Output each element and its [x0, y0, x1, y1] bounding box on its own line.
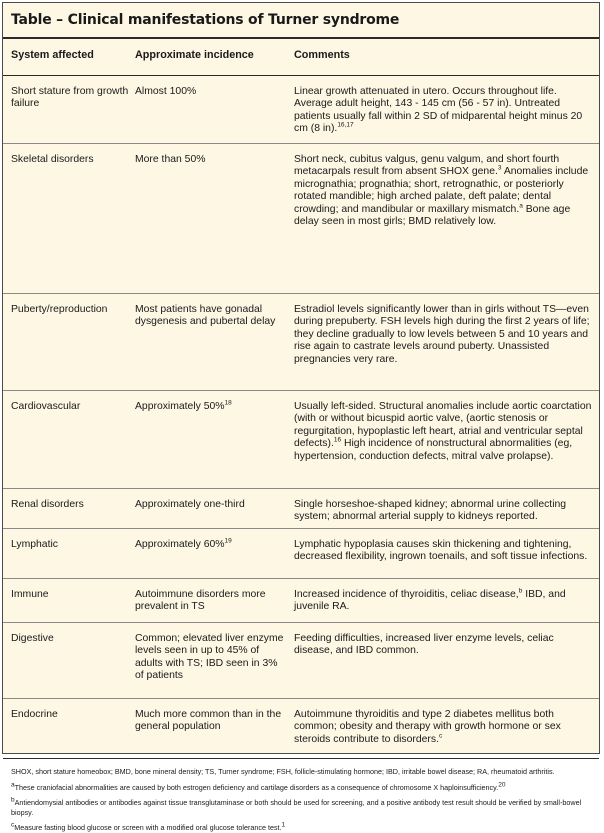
text-segment: Single horseshoe-shaped kidney; abnormal urine collecting system; abnormal arterial supply to kidneys reported. — [294, 499, 567, 523]
header-comments: Comments — [294, 39, 599, 76]
text-segment: Measure fasting blood glucose or screen with a modified oral glucose tolerance test. — [14, 823, 282, 833]
text-segment: IBD, and juvenile RA. — [294, 589, 566, 613]
cell-comments — [294, 76, 599, 144]
text-segment: Usually left-sided. Structural anomalies include aortic coarctation (with or without bicuspid aortic valve, (aortic stenosis or regurgitation, hypoplastic left heart, atrial and ventricular septal defects). — [294, 401, 592, 450]
table-row — [3, 144, 599, 294]
reference-superscript: b — [518, 587, 523, 595]
reference-superscript: a — [11, 781, 15, 789]
reference-superscript: 16 — [333, 436, 342, 444]
cell-system: Digestive — [3, 623, 135, 699]
reference-superscript: 3 — [497, 164, 502, 172]
cell-system: Skeletal disorders — [3, 144, 135, 294]
cell-comments — [294, 579, 599, 623]
cell-comments — [294, 391, 599, 489]
text-segment: Estradiol levels significantly lower than in girls without TS—even during prepuberty. FSH levels high during the first 2 years of life; they decline gradually to low levels between 5 and 10 years and rise again to castrate levels around puberty. Unassisted pregnancies very rare. — [294, 304, 590, 365]
footnote-abbreviations: SHOX, short stature homeobox; BMD, bone mineral density; TS, Turner syndrome; FSH, follicle-stimulating hormone; IBD, irritable bowel disease; RA, rheumatoid arthritis. — [11, 767, 555, 776]
cell-incidence — [135, 579, 294, 623]
text-segment: Feeding difficulties, increased liver enzyme levels, celiac disease, and IBD common. — [294, 633, 554, 657]
table-row — [3, 489, 599, 529]
reference-superscript: 18 — [224, 399, 232, 407]
manifestations-table — [3, 39, 599, 759]
reference-superscript: b — [11, 796, 15, 804]
cell-incidence — [135, 529, 294, 579]
cell-system: Lymphatic — [3, 529, 135, 579]
footnote-b — [11, 798, 591, 817]
text-segment: Increased incidence of thyroiditis, celiac disease, — [294, 589, 519, 600]
table-row — [3, 294, 599, 391]
incidence-text: More than 50% — [135, 154, 206, 165]
incidence-text: Approximately 50% — [135, 401, 225, 412]
table-row — [3, 76, 599, 144]
incidence-text: Approximately 60% — [135, 539, 225, 550]
table-row — [3, 579, 599, 623]
incidence-text: Most patients have gonadal dysgenesis and pubertal delay — [135, 304, 276, 328]
text-segment: Bone age delay seen in most girls; BMD relatively low. — [294, 203, 571, 228]
footnote-c — [11, 823, 591, 833]
cell-comments — [294, 699, 599, 759]
cell-incidence — [135, 76, 294, 144]
text-segment: High incidence of nonstructural abnormalities (eg, hypertension, conduction defects, mitral valve prolapse). — [294, 438, 573, 462]
cell-comments — [294, 489, 599, 529]
reference-superscript: c — [438, 732, 443, 740]
cell-system: Short stature from growth failure — [3, 76, 135, 144]
cell-comments — [294, 144, 599, 294]
incidence-text: Autoimmune disorders more prevalent in TS — [135, 589, 266, 613]
cell-system: Immune — [3, 579, 135, 623]
reference-superscript: 19 — [224, 537, 232, 545]
header-incidence: Approximate incidence — [135, 39, 294, 76]
cell-comments — [294, 529, 599, 579]
footnotes — [3, 759, 599, 833]
incidence-text: Common; elevated liver enzyme levels seen in up to 45% of adults with TS; IBD seen in 3% of patients — [135, 633, 284, 682]
incidence-text: Almost 100% — [135, 86, 197, 97]
incidence-text: Approximately one-third — [135, 499, 245, 510]
reference-superscript: c — [11, 821, 15, 829]
footnote-a — [11, 783, 591, 793]
table-title: Table – Clinical manifestations of Turner syndrome — [3, 3, 599, 39]
cell-system: Puberty/reproduction — [3, 294, 135, 391]
table-row — [3, 391, 599, 489]
cell-system: Endocrine — [3, 699, 135, 759]
header-system: System affected — [3, 39, 135, 76]
cell-incidence — [135, 489, 294, 529]
cell-incidence — [135, 391, 294, 489]
cell-incidence — [135, 699, 294, 759]
table-container — [2, 2, 600, 833]
reference-superscript: 20 — [498, 781, 506, 789]
text-segment: Antiendomysial antibodies or antibodies against tissue transglutaminase or both should be used for screening, and a positive antibody test result should be verified by small-bowel biopsy. — [11, 798, 582, 817]
header-row — [3, 39, 599, 76]
text-segment: These craniofacial abnormalities are caused by both estrogen deficiency and cartilage disorders as a consequence of chromosome X haploinsufficiency. — [14, 782, 499, 792]
table-row — [3, 699, 599, 759]
cell-incidence — [135, 294, 294, 391]
table-row — [3, 529, 599, 579]
reference-superscript: a — [519, 202, 523, 210]
text-segment: Lymphatic hypoplasia causes skin thickening and tightening, decreased flexibility, ingrown toenails, and soft tissue infections. — [294, 539, 588, 563]
table-row — [3, 623, 599, 699]
reference-superscript: 16,17 — [337, 121, 354, 129]
text-segment: Autoimmune thyroiditis and type 2 diabetes mellitus both common; obesity and therapy with growth hormone or sex steroids contribute to disorders. — [294, 709, 561, 745]
cell-system: Renal disorders — [3, 489, 135, 529]
text-segment: Anomalies include micrognathia; prognathia; short, retrognathic, or posteriorly rotated mandible; high arched palate, deft palate; dental crowding; and mandibular or maxillary mismatch. — [294, 166, 589, 215]
cell-incidence — [135, 623, 294, 699]
cell-comments — [294, 623, 599, 699]
text-segment: Short neck, cubitus valgus, genu valgum, and short fourth metacarpals result from absent SHOX gene. — [294, 154, 560, 178]
cell-comments — [294, 294, 599, 391]
cell-incidence — [135, 144, 294, 294]
incidence-text: Much more common than in the general population — [135, 709, 282, 733]
text-segment: Linear growth attenuated in utero. Occurs throughout life. Average adult height, 143 - 145 cm (56 - 57 in). Untreated patients usually fall within 2 SD of midparental height minus 20 cm (8 in). — [294, 86, 583, 135]
cell-system: Cardiovascular — [3, 391, 135, 489]
reference-superscript: 1 — [281, 821, 286, 829]
